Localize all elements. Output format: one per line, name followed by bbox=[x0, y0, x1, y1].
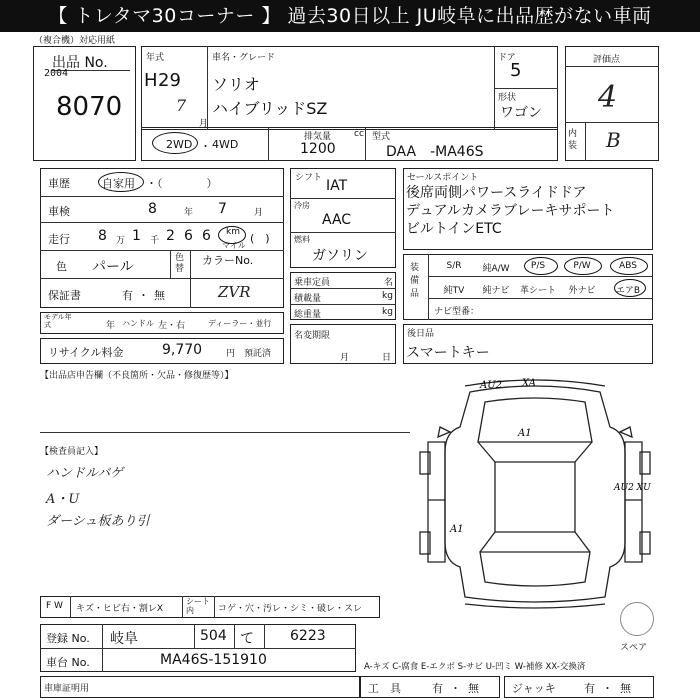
model-year-dealer: ディーラー・並行 bbox=[208, 319, 272, 328]
registration-number: 6223 bbox=[290, 628, 326, 644]
jack-no: 無 bbox=[620, 682, 631, 695]
mileage-d5: 6 bbox=[202, 228, 211, 244]
warranty-yes: 有 bbox=[122, 289, 133, 302]
chassis-label: 車台 No. bbox=[46, 656, 90, 669]
equip-abs-circle bbox=[610, 257, 648, 275]
warranty-label: 保証書 bbox=[48, 289, 81, 302]
inspection-label: 車検 bbox=[48, 205, 70, 218]
color-no-value: ZVR bbox=[218, 283, 251, 301]
fuel-label: 燃料 bbox=[294, 235, 310, 244]
garage-cert-label: 車庫証明用 bbox=[44, 684, 90, 694]
equip-tv: 純TV bbox=[443, 286, 465, 296]
lot-sub: 2004 bbox=[44, 68, 69, 79]
header-note: （複合機）対応用紙 bbox=[34, 36, 116, 46]
inspector-label: 【検査員記入】 bbox=[40, 447, 104, 457]
capacity-label1: 乗車定員 bbox=[294, 278, 331, 288]
equip-leather: 革シート bbox=[519, 286, 556, 296]
history-label: 車歴 bbox=[48, 177, 70, 190]
displacement-label: 排気量 bbox=[304, 132, 332, 142]
inspection-month: 7 bbox=[218, 201, 227, 217]
equip-pw: P/W bbox=[573, 261, 591, 271]
mileage-unit-km: km bbox=[226, 227, 240, 237]
interior-label: 内装 bbox=[568, 129, 578, 151]
banner-title: 【 トレタマ30コーナー 】 過去30日以上 JU岐阜に出品歴がない車両 bbox=[0, 0, 700, 32]
model-value: DAA -MA46S bbox=[386, 144, 484, 160]
mileage-u2: 千 bbox=[150, 236, 160, 246]
capacity-unit3: kg bbox=[382, 307, 393, 317]
equip-ps: P/S bbox=[530, 261, 546, 271]
equip-abs: ABS bbox=[619, 261, 637, 271]
lot-label: 出品 No. bbox=[52, 55, 108, 71]
history-value: 自家用 bbox=[102, 177, 135, 190]
displacement-unit: cc bbox=[354, 129, 364, 139]
registration-class: 504 bbox=[200, 628, 227, 644]
fuel-value: ガソリン bbox=[312, 248, 368, 264]
tools-yes: 有 bbox=[432, 682, 443, 695]
car-grade: ハイブリッドSZ bbox=[212, 99, 328, 118]
diagram-mark-2: XA bbox=[522, 378, 536, 389]
car-label: 車名・グレード bbox=[212, 53, 276, 63]
capacity-label2: 積載量 bbox=[294, 294, 322, 304]
diagram-mark-4: AU2 XU bbox=[614, 483, 651, 493]
name-change-label: 名変期限 bbox=[294, 331, 331, 341]
tools-no: 無 bbox=[468, 682, 479, 695]
sales-point-3: ビルトインETC bbox=[406, 221, 502, 237]
year-era: H bbox=[144, 70, 158, 91]
equip-pw-circle bbox=[564, 257, 602, 275]
displacement-value: 1200 bbox=[300, 141, 336, 157]
warranty-no: 無 bbox=[154, 289, 165, 302]
color-change-label: 色替 bbox=[175, 253, 185, 274]
defects-text: キズ・ヒビ右・割レX bbox=[76, 604, 163, 614]
mileage-u1: 万 bbox=[116, 236, 126, 246]
diagram-mark-1: AU2 bbox=[480, 380, 503, 391]
sales-point-2: デュアルカメラブレーキサポート bbox=[406, 203, 615, 219]
model-label: 型式 bbox=[372, 132, 391, 142]
color-no-label: カラーNo. bbox=[202, 254, 254, 267]
capacity-unit2: kg bbox=[382, 291, 393, 301]
inspector-note-3: ダーシュ板あり引 bbox=[46, 514, 150, 529]
doors-value: 5 bbox=[510, 60, 522, 81]
registration-label: 登録 No. bbox=[46, 632, 90, 645]
sales-points-label: セールスポイント bbox=[407, 173, 479, 183]
name-change-unit: 月 bbox=[340, 353, 350, 363]
body-label: 形状 bbox=[498, 93, 517, 103]
defects-fw: F W bbox=[46, 601, 63, 611]
year-label: 年式 bbox=[146, 53, 165, 63]
equip-airbag-circle bbox=[614, 279, 646, 297]
jack-label: ジャッキ bbox=[512, 682, 556, 695]
model-year-handle: ハンドル bbox=[122, 319, 154, 328]
mileage-label: 走行 bbox=[48, 233, 70, 246]
recycle-value: 9,770 bbox=[162, 342, 203, 358]
spare-label: スペア bbox=[620, 643, 648, 653]
defect-legend: A-キズ C-腐食 E-エクボ S-サビ U-凹ミ W-補修 XX-交換済 bbox=[364, 662, 586, 672]
sales-point-1: 後席両側パワースライドドア bbox=[406, 185, 587, 201]
inspection-year: 8 bbox=[148, 201, 157, 217]
history-rest: ・（ ） bbox=[146, 177, 218, 190]
diagram-mark-3: A1 bbox=[518, 428, 532, 439]
jack-yes: 有 bbox=[584, 682, 595, 695]
body-value: ワゴン bbox=[500, 105, 542, 121]
equipment-label: 装備品 bbox=[410, 263, 420, 299]
drive-2wd: 2WD bbox=[166, 138, 193, 151]
model-year-unit: 年 bbox=[106, 321, 116, 331]
tools-sep: ・ bbox=[450, 682, 461, 695]
color-value: パール bbox=[92, 259, 134, 275]
equip-ps-circle bbox=[524, 257, 558, 275]
accessories-value: スマートキー bbox=[406, 345, 490, 361]
defects-text2: コゲ・穴・汚レ・シミ・破レ・スレ bbox=[218, 604, 363, 614]
mileage-d3: 2 bbox=[166, 228, 175, 244]
diagram-mark-5: A1 bbox=[450, 524, 464, 535]
model-year-label: モデル年式 bbox=[44, 313, 72, 329]
year-month-unit: 月 bbox=[199, 119, 209, 129]
equip-ext-navi: 外ナビ bbox=[568, 286, 596, 296]
registration-kana: て bbox=[240, 631, 254, 647]
equip-sr: S/R bbox=[446, 261, 462, 271]
equip-aw: 純A/W bbox=[482, 264, 510, 274]
equip-navi: 純ナビ bbox=[482, 286, 510, 296]
inspector-note-2: A・U bbox=[46, 492, 80, 507]
mileage-d4: 6 bbox=[184, 228, 193, 244]
defects-seat: シート内 bbox=[186, 597, 210, 615]
car-name: ソリオ bbox=[212, 75, 260, 94]
color-label: 色 bbox=[56, 260, 67, 273]
capacity-label3: 総重量 bbox=[294, 310, 322, 320]
score-value: 4 bbox=[598, 80, 618, 115]
inspection-month-unit: 月 bbox=[254, 208, 264, 218]
ac-value: AAC bbox=[322, 212, 352, 228]
doors-label: ドア bbox=[498, 53, 516, 63]
inspector-note-1: ハンドルバゲ bbox=[46, 466, 124, 481]
recycle-label: リサイクル料金 bbox=[48, 346, 124, 359]
capacity-unit1: 名 bbox=[384, 278, 394, 288]
score-label: 評価点 bbox=[593, 55, 621, 65]
model-year-lr: 左・右 bbox=[158, 321, 186, 331]
mileage-d2: 1 bbox=[132, 228, 141, 244]
navi-model-label: ナビ型番： bbox=[434, 307, 480, 317]
shift-label: シフト bbox=[295, 173, 323, 183]
car-diagram bbox=[410, 372, 660, 612]
spare-tire-icon bbox=[620, 602, 654, 636]
drive-4wd: 4WD bbox=[212, 138, 239, 151]
year-month: 7 bbox=[176, 96, 187, 115]
recycle-note: 預託済 bbox=[244, 349, 272, 359]
declaration-label: 【出品店申告欄（不良箇所・欠品・修復歴等）】 bbox=[40, 371, 234, 381]
shift-value: IAT bbox=[326, 178, 348, 194]
equip-airbag: エアB bbox=[615, 286, 641, 296]
mileage-d1: 8 bbox=[98, 228, 107, 244]
recycle-unit: 円 bbox=[226, 349, 236, 359]
year-value: 29 bbox=[158, 70, 181, 91]
accessories-label: 後日品 bbox=[407, 329, 435, 339]
mileage-unit-mile: マイル bbox=[222, 241, 246, 250]
chassis-value: MA46S-151910 bbox=[160, 652, 267, 668]
drive-sep: ・ bbox=[200, 140, 211, 153]
registration-pref: 岐阜 bbox=[110, 631, 138, 647]
tools-label: 工 具 bbox=[368, 682, 401, 695]
inspection-year-unit: 年 bbox=[184, 208, 194, 218]
ac-label: 冷房 bbox=[294, 201, 310, 210]
warranty-sep: ・ bbox=[138, 289, 149, 302]
interior-value: B bbox=[606, 128, 621, 152]
jack-sep: ・ bbox=[602, 682, 613, 695]
name-change-unit2: 日 bbox=[382, 353, 392, 363]
lot-number: 8070 bbox=[56, 92, 123, 122]
